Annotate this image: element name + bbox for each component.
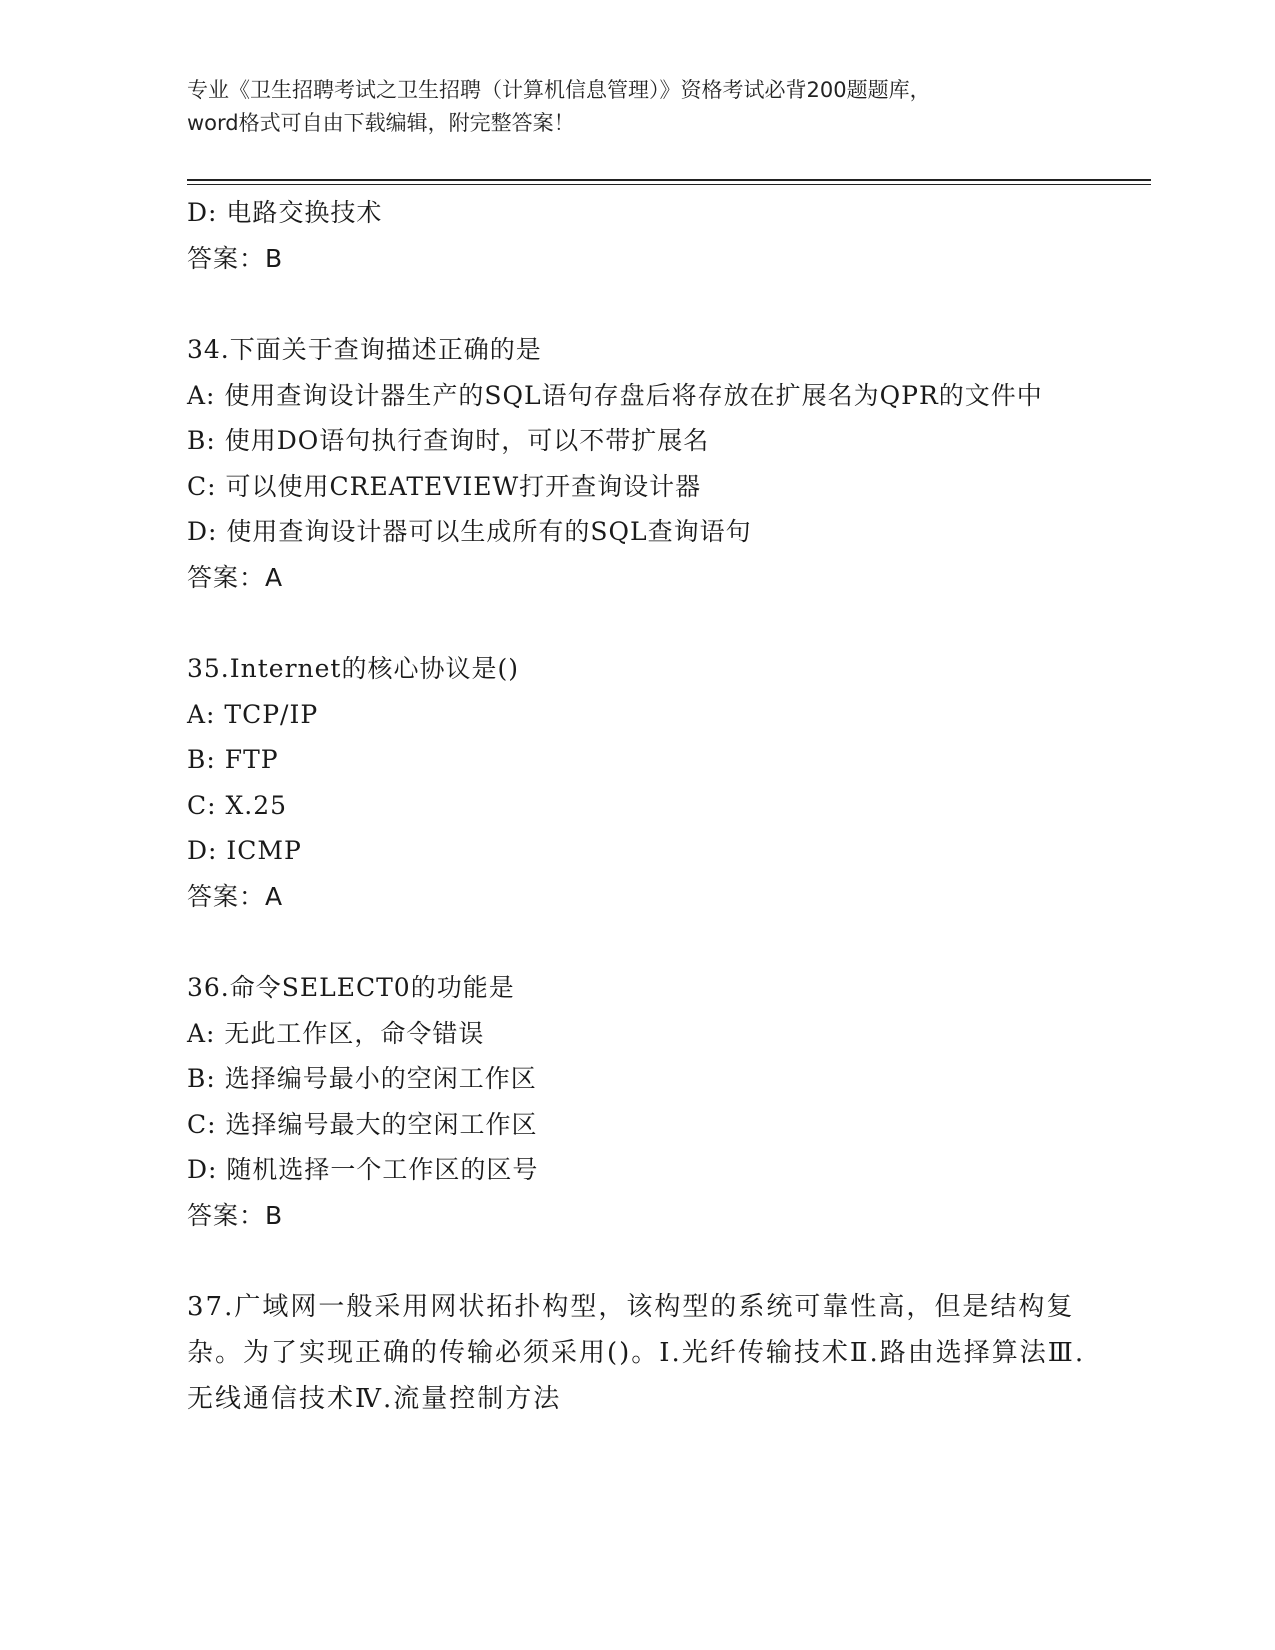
option-a: A: TCP/IP bbox=[187, 699, 319, 729]
header-divider bbox=[187, 179, 1151, 181]
option-d: D: 随机选择一个工作区的区号 bbox=[187, 1155, 539, 1184]
option-a: A: 无此工作区，命令错误 bbox=[187, 1018, 485, 1048]
answer: 答案：B bbox=[187, 1200, 284, 1230]
spacer bbox=[187, 1238, 1087, 1284]
spacer bbox=[187, 919, 1087, 965]
option-d: D: ICMP bbox=[187, 836, 302, 865]
answer: 答案：B bbox=[187, 243, 284, 273]
question-text: 34.下面关于查询描述正确的是 bbox=[187, 335, 542, 364]
question-list bbox=[187, 190, 1087, 1422]
question-33-block bbox=[187, 190, 1087, 281]
option-c: C: X.25 bbox=[187, 790, 288, 820]
option-d: D: 使用查询设计器可以生成所有的SQL查询语句 bbox=[187, 517, 752, 546]
option-b: B: FTP bbox=[187, 745, 279, 774]
page-header bbox=[187, 74, 1087, 140]
header-line-2: word格式可自由下载编辑，附完整答案！ bbox=[187, 111, 575, 135]
answer: 答案：A bbox=[187, 881, 284, 911]
option-b: B: 选择编号最小的空闲工作区 bbox=[187, 1064, 537, 1093]
question-34-block bbox=[187, 327, 1087, 600]
question-36-block bbox=[187, 965, 1087, 1238]
option-b: B: 使用DO语句执行查询时，可以不带扩展名 bbox=[187, 426, 710, 455]
question-text: 37.广域网一般采用网状拓扑构型，该构型的系统可靠性高，但是结构复杂。为了实现正确的传输必须采用()。Ⅰ.光纤传输技术Ⅱ.路由选择算法Ⅲ.无线通信技术Ⅳ.流量控制方法 bbox=[187, 1292, 1086, 1414]
option-a: A: 使用查询设计器生产的SQL语句存盘后将存放在扩展名为QPR的文件中 bbox=[187, 380, 1043, 410]
header-line-1: 专业《卫生招聘考试之卫生招聘（计算机信息管理）》资格考试必背200题题库， bbox=[187, 78, 931, 102]
spacer bbox=[187, 281, 1087, 327]
question-35-block bbox=[187, 646, 1087, 919]
option-d: D: 电路交换技术 bbox=[187, 198, 383, 227]
question-text: 35.Internet的核心协议是() bbox=[187, 654, 519, 683]
question-text: 36.命令SELECT0的功能是 bbox=[187, 973, 515, 1002]
option-c: C: 选择编号最大的空闲工作区 bbox=[187, 1109, 538, 1139]
option-c: C: 可以使用CREATEVIEW打开查询设计器 bbox=[187, 471, 702, 501]
question-37-block bbox=[187, 1284, 1087, 1422]
answer: 答案：A bbox=[187, 562, 284, 592]
spacer bbox=[187, 600, 1087, 646]
header-divider-thin bbox=[187, 184, 1151, 185]
